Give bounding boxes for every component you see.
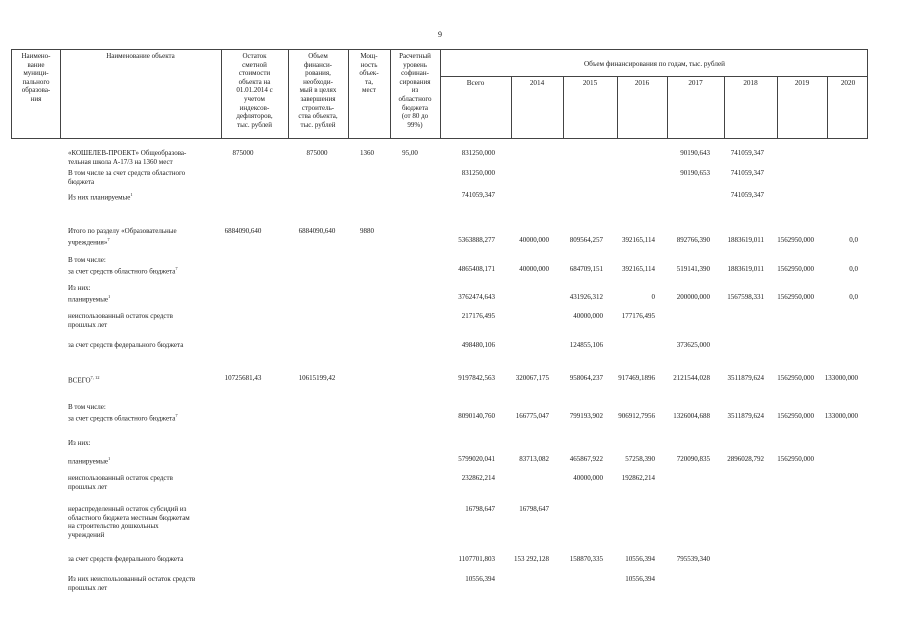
cell-y2014: 40000,000 <box>519 235 549 244</box>
header-capacity: Мощ- ность объек- та, мест <box>359 52 379 95</box>
page-number: 9 <box>438 30 442 39</box>
footnote-marker: 1 <box>130 192 133 197</box>
cell-y2016: 177176,495 <box>621 312 655 320</box>
row-label: планируемые$^1$ <box>68 456 111 466</box>
cell-y2015: 431926,312 <box>569 292 603 301</box>
header-year-2015: 2015 <box>582 79 598 87</box>
cell-y2016: 906912,7956 <box>618 411 655 420</box>
cell-y2018: 741059,347 <box>730 149 764 157</box>
row-label: неиспользованный остаток средств прошлых лет <box>68 312 173 329</box>
cell-y2015: 124855,106 <box>569 341 603 349</box>
cell-y2014: 40000,000 <box>519 264 549 273</box>
cell-y2014: 153 292,128 <box>514 555 549 563</box>
footnote-marker: 7 <box>175 412 178 418</box>
cell-c4: 95,00 <box>402 149 418 157</box>
cell-total: 1107701,803 <box>458 555 495 563</box>
header-year-2020: 2020 <box>840 79 856 87</box>
cell-y2016: 10556,394 <box>625 555 655 563</box>
cell-y2014: 166775,047 <box>515 411 549 420</box>
cell-total: 5799020,041 <box>458 455 495 463</box>
header-object-name: Наименование объекта <box>106 52 175 60</box>
column-divider <box>60 50 61 138</box>
cell-y2020: 133000,000 <box>824 374 858 382</box>
cell-y2015: 684709,151 <box>569 264 603 273</box>
cell-c1: 6884090,640 <box>224 227 262 235</box>
footnote-marker: 1 <box>108 293 111 299</box>
row-label: за счет средств федерального бюджета <box>68 555 184 563</box>
cell-y2016: 57258,390 <box>625 455 655 463</box>
header-year-2014: 2014 <box>529 79 545 87</box>
cell-y2019: 1562950,000 <box>777 292 814 301</box>
cell-y2018: 2896028,792 <box>727 455 764 463</box>
row-label: Из них планируемые$^1$ <box>68 192 133 202</box>
cell-y2014: 83713,082 <box>519 455 549 463</box>
cell-y2018: 1567598,331 <box>727 292 764 301</box>
row-label: «КОШЕЛЕВ-ПРОЕКТ» Общеобразова- тельная школа А-17/3 на 1360 мест <box>68 149 187 166</box>
row-label: В том числе: за счет средств областного бюджета$^7$ <box>68 403 178 422</box>
row-label: В том числе за счет средств областного бюджета <box>68 169 186 186</box>
cell-y2015: 809564,257 <box>569 235 603 244</box>
column-divider <box>440 50 441 138</box>
cell-y2018: 1883619,011 <box>727 264 764 273</box>
row-label: Из них: <box>68 439 91 447</box>
cell-total: 232862,214 <box>461 474 495 482</box>
cell-y2017: 90190,643 <box>680 149 710 157</box>
row-label: нераспределенный остаток субсидий из областного бюджета местным бюджетам на строительство дошкольных учреждений <box>68 505 190 539</box>
cell-c3: 1360 <box>360 149 374 157</box>
header-year-total: Всего <box>466 79 485 87</box>
cell-y2019: 1562950,000 <box>777 374 814 382</box>
header-financing-by-year: Объем финансирования по годам, тыс. рублей <box>583 60 726 68</box>
cell-y2015: 799193,902 <box>569 411 603 420</box>
cell-total: 16798,647 <box>465 505 495 513</box>
cell-y2018: 1883619,011 <box>727 235 764 244</box>
cell-y2015: 158870,335 <box>569 555 603 563</box>
cell-total: 741059,347 <box>461 191 495 199</box>
row-label: Из них: планируемые$^1$ <box>68 284 111 303</box>
cell-y2016: 392165,114 <box>622 235 655 244</box>
row-label: ВСЕГО$^{7, 12}$ <box>68 375 100 385</box>
row-label: В том числе: за счет средств областного бюджета$^7$ <box>68 256 178 275</box>
cell-total: 8090140,760 <box>458 411 495 420</box>
cell-c3: 9880 <box>360 227 374 235</box>
cell-y2016: 392165,114 <box>622 264 655 273</box>
cell-y2014: 16798,647 <box>519 505 549 513</box>
footnote-marker: 1 <box>108 456 111 461</box>
cell-c2: 6884090,640 <box>298 227 336 235</box>
table-header <box>11 49 868 139</box>
cell-total: 217176,495 <box>461 312 495 320</box>
cell-y2020: 0,0 <box>849 292 858 301</box>
header-year-2018: 2018 <box>743 79 758 87</box>
cell-y2017: 90190,653 <box>680 169 710 177</box>
cell-y2016: 0 <box>651 292 655 301</box>
cell-c2: 875000 <box>306 149 328 157</box>
cell-y2014: 320067,175 <box>515 374 549 382</box>
cell-y2018: 3511879,624 <box>727 374 764 382</box>
cell-y2017: 720090,835 <box>676 455 710 463</box>
cell-y2017: 1326004,688 <box>673 411 710 420</box>
cell-y2018: 741059,347 <box>730 169 764 177</box>
header-year-2019: 2019 <box>794 79 810 87</box>
cell-y2019: 1562950,000 <box>777 235 814 244</box>
cell-y2020: 0,0 <box>849 264 858 273</box>
footnote-marker: 7 <box>175 265 178 271</box>
cell-total: 4865408,171 <box>458 264 495 273</box>
cell-y2015: 465867,922 <box>569 455 603 463</box>
row-label: неиспользованный остаток средств прошлых лет <box>68 474 173 491</box>
header-remaining-cost: Остаток сметной стоимости объекта на 01.01.2014 с учетом индексов- дефляторов, тыс. рублей <box>236 52 273 129</box>
cell-y2020: 0,0 <box>849 235 858 244</box>
row-label: Из них неиспользованный остаток средств прошлых лет <box>68 575 196 592</box>
cell-total: 831250,000 <box>461 169 495 177</box>
cell-y2015: 40000,000 <box>573 474 603 482</box>
cell-y2017: 373625,000 <box>676 341 710 349</box>
cell-y2018: 741059,347 <box>730 191 764 199</box>
cell-total: 10556,394 <box>465 575 495 583</box>
cell-total: 831250,000 <box>461 149 495 157</box>
cell-y2015: 40000,000 <box>573 312 603 320</box>
cell-y2016: 10556,394 <box>625 575 655 583</box>
header-year-2016: 2016 <box>634 79 650 87</box>
cell-y2020: 133000,000 <box>824 411 858 420</box>
cell-total: 5363888,277 <box>458 235 495 244</box>
cell-c1: 10725681,43 <box>224 374 262 382</box>
cell-y2016: 917469,1896 <box>618 374 655 382</box>
header-municipality: Наимено- вание муници- пального образова- ния <box>21 52 51 103</box>
cell-c1: 875000 <box>232 149 254 157</box>
cell-y2017: 795539,340 <box>676 555 710 563</box>
cell-y2016: 192862,214 <box>621 474 655 482</box>
header-financing-volume: Объем финанси- рования, необходи- мый в целях завершения строитель- ства объекта, тыс. рублей <box>298 52 338 129</box>
cell-y2019: 1562950,000 <box>777 455 814 463</box>
footnote-marker: 7, 12 <box>90 375 100 380</box>
cell-y2019: 1562950,000 <box>777 411 814 420</box>
cell-y2017: 892766,390 <box>676 235 710 244</box>
cell-y2015: 958064,237 <box>569 374 603 382</box>
cell-c2: 10615199,42 <box>298 374 336 382</box>
cell-total: 498480,106 <box>461 341 495 349</box>
header-year-2017: 2017 <box>688 79 703 87</box>
cell-y2017: 200000,000 <box>676 292 710 301</box>
cell-y2017: 519141,390 <box>676 264 710 273</box>
header-cofinancing-level: Расчетный уровень софинан- сирования из областного бюджета (от 80 до 99%) <box>398 52 432 129</box>
cell-y2018: 3511879,624 <box>727 411 764 420</box>
cell-y2019: 1562950,000 <box>777 264 814 273</box>
header-divider <box>440 76 867 77</box>
row-label: за счет средств федерального бюджета <box>68 341 184 349</box>
cell-total: 9197842,563 <box>458 374 495 382</box>
cell-total: 3762474,643 <box>458 292 495 301</box>
footnote-marker: 7 <box>107 236 110 242</box>
row-label: Итого по разделу «Образовательные учреждения»$^7$ <box>68 227 177 246</box>
cell-y2017: 2121544,028 <box>673 374 710 382</box>
